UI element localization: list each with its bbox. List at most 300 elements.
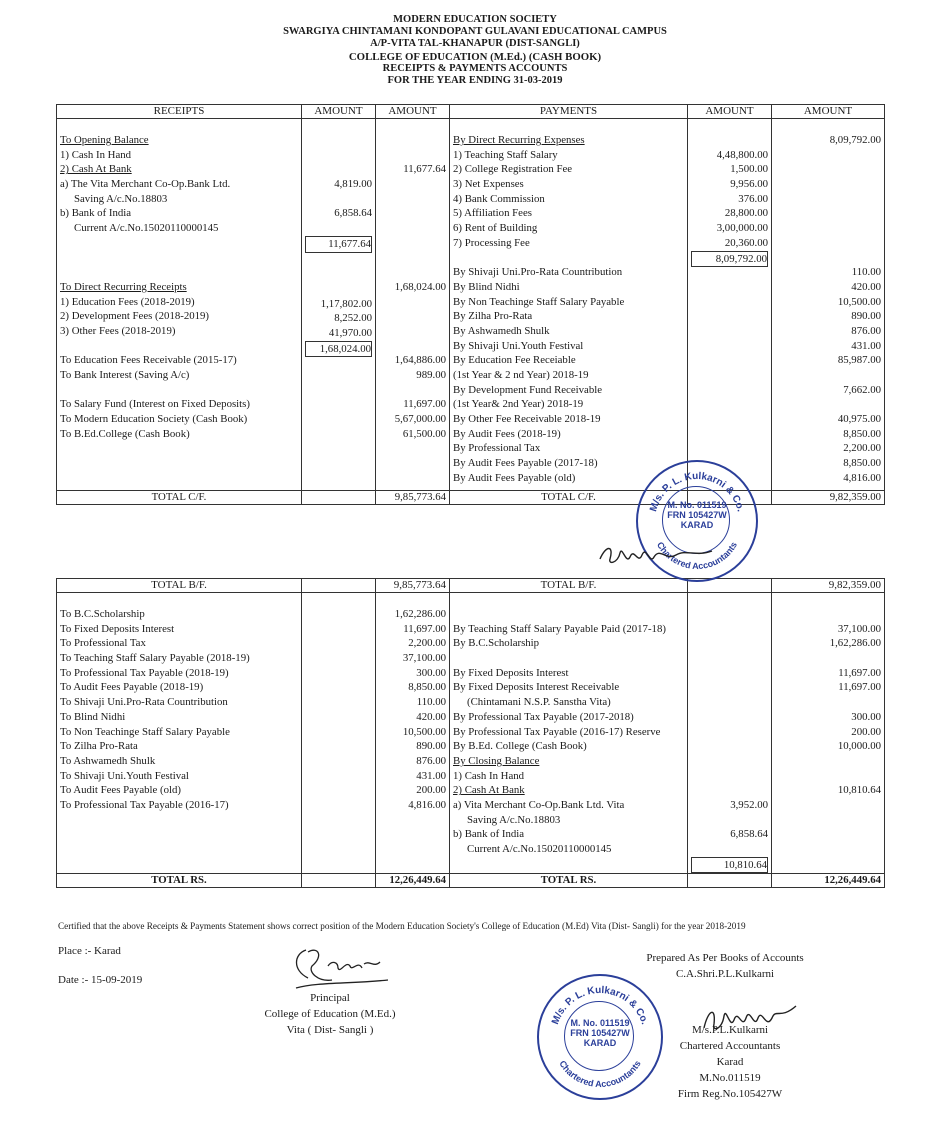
entry-text bbox=[60, 441, 298, 456]
entry-amount bbox=[691, 754, 768, 769]
payments-amount2-column bbox=[772, 119, 885, 491]
entry-amount: 431.00 bbox=[851, 339, 881, 352]
entry-text: (1st Year & 2 nd Year) 2018-19 bbox=[453, 369, 589, 381]
auditor-stamp-bottom bbox=[537, 974, 663, 1100]
receipts-amount2-column bbox=[376, 593, 450, 874]
entry-text: To Fixed Deposits Interest bbox=[60, 622, 175, 635]
column-header: AMOUNT bbox=[772, 105, 885, 119]
entry-amount bbox=[305, 372, 372, 387]
entry-text: To Bank Interest (Saving A/c) bbox=[60, 369, 190, 381]
entry-amount: 300.00 bbox=[416, 666, 446, 679]
column-header: RECEIPTS bbox=[57, 105, 302, 119]
entry-text: (1st Year& 2nd Year) 2018-19 bbox=[453, 398, 584, 411]
auditor-block bbox=[660, 1022, 800, 1102]
entry-amount bbox=[379, 383, 446, 398]
entry-amount bbox=[379, 133, 446, 148]
entry-amount bbox=[379, 221, 446, 236]
entry-amount bbox=[305, 401, 372, 416]
entry-amount bbox=[691, 680, 768, 695]
entry-amount: 3,952.00 bbox=[730, 798, 768, 811]
entry-amount bbox=[691, 399, 768, 414]
entry-amount: 11,677.64 bbox=[403, 163, 446, 176]
header-line: MODERN EDUCATION SOCIETY bbox=[393, 14, 557, 25]
entry-amount bbox=[305, 416, 372, 431]
payments-text-column bbox=[450, 119, 688, 491]
entry-amount: 8,850.00 bbox=[843, 457, 881, 470]
entry-text: 1) Cash In Hand bbox=[453, 769, 525, 782]
entry-amount bbox=[379, 251, 446, 266]
entry-amount bbox=[305, 253, 372, 268]
entry-amount: 6,858.64 bbox=[730, 828, 768, 841]
entry-amount: 876.00 bbox=[851, 324, 881, 337]
entry-amount: 85,987.00 bbox=[837, 354, 881, 367]
column-header-row bbox=[57, 105, 885, 119]
entry-amount bbox=[305, 445, 372, 460]
entry-amount bbox=[305, 695, 372, 710]
payments-amount1-column bbox=[688, 119, 772, 491]
entry-text: Saving A/c.No.18803 bbox=[467, 813, 561, 826]
entry-amount bbox=[305, 148, 372, 163]
total-bf-label: TOTAL B/F. bbox=[57, 579, 302, 593]
entry-amount: 890.00 bbox=[851, 310, 881, 323]
principal-location: Vita ( Dist- Sangli ) bbox=[286, 1024, 374, 1036]
entry-text: To Ashwamedh Shulk bbox=[60, 754, 156, 767]
entry-text: To Professional Tax Payable (2018-19) bbox=[60, 666, 229, 679]
entry-text: To B.Ed.College (Cash Book) bbox=[60, 427, 190, 440]
receipts-text-column bbox=[57, 593, 302, 874]
entry-amount bbox=[691, 297, 768, 312]
entry-text bbox=[60, 265, 298, 280]
entry-amount bbox=[691, 429, 768, 444]
entry-amount bbox=[691, 666, 768, 681]
date-label: Date :- 15-09-2019 bbox=[58, 974, 143, 986]
entry-amount bbox=[691, 607, 768, 622]
entry-amount bbox=[379, 441, 446, 456]
entry-amount: 41,970.00 bbox=[328, 326, 372, 339]
entry-amount bbox=[775, 192, 881, 207]
entry-amount bbox=[691, 813, 768, 828]
entry-text: To Education Fees Receivable (2015-17) bbox=[60, 354, 237, 367]
total-bf-receipts: 9,85,773.64 bbox=[376, 579, 450, 593]
entry-text: (Chintamani N.S.P. Sanstha Vita) bbox=[467, 696, 611, 709]
auditor-signature-top bbox=[596, 535, 716, 571]
entry-amount bbox=[775, 368, 881, 383]
entry-text: By Audit Fees Payable (2017-18) bbox=[453, 457, 598, 470]
entry-text: a) Vita Merchant Co-Op.Bank Ltd. Vita bbox=[453, 798, 625, 811]
entry-text: By Professional Tax Payable (2017-2018) bbox=[453, 710, 634, 723]
entry-text: By Audit Fees Payable (old) bbox=[453, 471, 576, 484]
entry-amount bbox=[775, 827, 881, 842]
entry-amount bbox=[305, 357, 372, 372]
entry-amount bbox=[775, 148, 881, 163]
receipts-amount1-column bbox=[302, 119, 376, 491]
entry-amount bbox=[305, 387, 372, 402]
entry-text: 3) Net Expenses bbox=[453, 178, 524, 191]
entry-amount bbox=[305, 431, 372, 446]
entry-amount: 8,850.00 bbox=[843, 427, 881, 440]
entry-amount: 1,17,802.00 bbox=[320, 297, 372, 310]
entry-amount bbox=[379, 295, 446, 310]
entry-amount bbox=[305, 769, 372, 784]
auditor-line: M/s.P.L.Kulkarni bbox=[691, 1024, 769, 1036]
entry-amount bbox=[379, 309, 446, 324]
entry-amount: 1,62,286.00 bbox=[394, 608, 446, 620]
entry-text bbox=[60, 456, 298, 471]
header-line: A/P-VITA TAL-KHANAPUR (DIST-SANGLI) bbox=[370, 38, 580, 50]
total-row bbox=[57, 490, 885, 504]
entry-amount bbox=[305, 282, 372, 297]
table-body-row bbox=[57, 593, 885, 874]
entry-amount bbox=[691, 311, 768, 326]
entry-text: To Shivaji Uni.Pro-Rata Countribution bbox=[60, 696, 228, 709]
total-rs-label: TOTAL RS. bbox=[450, 874, 688, 888]
entry-text: To B.C.Scholarship bbox=[60, 608, 145, 620]
entry-amount: 4,816.00 bbox=[843, 471, 881, 484]
header-line: SWARGIYA CHINTAMANI KONDOPANT GULAVANI EDUCATIONAL CAMPUS bbox=[283, 26, 667, 38]
entry-amount: 989.00 bbox=[416, 369, 446, 381]
entry-amount: 1,62,286.00 bbox=[829, 637, 881, 650]
header-line: FOR THE YEAR ENDING 31-03-2019 bbox=[387, 74, 563, 86]
entry-text: By B.Ed. College (Cash Book) bbox=[453, 740, 587, 753]
entry-text: a) The Vita Merchant Co-Op.Bank Ltd. bbox=[60, 178, 231, 191]
entry-amount: 110.00 bbox=[416, 696, 446, 709]
entry-amount: 11,697.00 bbox=[403, 622, 446, 635]
entry-text bbox=[60, 813, 298, 828]
entry-amount bbox=[691, 783, 768, 798]
entry-amount: 300.00 bbox=[851, 710, 881, 723]
entry-text bbox=[60, 383, 298, 398]
entry-amount bbox=[379, 456, 446, 471]
entry-amount bbox=[691, 133, 768, 148]
entry-amount bbox=[775, 798, 881, 813]
entry-text: b) Bank of India bbox=[453, 828, 525, 841]
entry-amount: 2,200.00 bbox=[408, 637, 446, 650]
entry-amount: 11,697.00 bbox=[403, 398, 446, 411]
entry-text: By Education Fee Receiable bbox=[453, 354, 576, 367]
entry-amount: 4,819.00 bbox=[334, 178, 372, 191]
header-line: RECEIPTS & PAYMENTS ACCOUNTS bbox=[382, 62, 568, 74]
total-cf-payments: 9,82,359.00 bbox=[772, 490, 885, 504]
entry-amount bbox=[691, 326, 768, 341]
column-header: AMOUNT bbox=[302, 105, 376, 119]
auditor-line: Karad bbox=[716, 1056, 744, 1068]
entry-text: Saving A/c.No.18803 bbox=[74, 192, 168, 205]
principal-college: College of Education (M.Ed.) bbox=[264, 1008, 396, 1020]
entry-amount: 3,00,000.00 bbox=[716, 222, 768, 235]
entry-text: 7) Processing Fee bbox=[453, 236, 530, 249]
entry-amount: 1,64,886.00 bbox=[394, 354, 446, 367]
entry-text: To Opening Balance bbox=[60, 134, 149, 146]
entry-text: Current A/c.No.15020110000145 bbox=[74, 222, 219, 235]
entry-amount bbox=[305, 783, 372, 798]
entry-amount bbox=[305, 607, 372, 622]
prepared-line: C.A.Shri.P.L.Kulkarni bbox=[675, 968, 775, 980]
table-body-row bbox=[57, 119, 885, 491]
total-rs-receipts: 12,26,449.64 bbox=[376, 874, 450, 888]
auditor-line: Firm Reg.No.105427W bbox=[677, 1088, 783, 1100]
entry-amount bbox=[691, 725, 768, 740]
entry-amount: 1,68,024.00 bbox=[305, 341, 372, 358]
stamp-center-line: FRN 105427W bbox=[667, 510, 727, 520]
entry-amount bbox=[379, 339, 446, 354]
entry-amount: 6,858.64 bbox=[334, 207, 372, 220]
entry-amount bbox=[379, 324, 446, 339]
entry-amount bbox=[775, 251, 881, 266]
total-cf-label: TOTAL C/F. bbox=[57, 490, 302, 504]
entry-amount bbox=[691, 636, 768, 651]
receipts-payments-table-1 bbox=[56, 104, 885, 505]
stamp-ring-bottom: Chartered Accountants bbox=[557, 1058, 643, 1090]
entry-amount: 37,100.00 bbox=[402, 652, 446, 665]
entry-text: To Salary Fund (Interest on Fixed Deposits) bbox=[60, 398, 250, 411]
entry-amount: 8,850.00 bbox=[408, 681, 446, 694]
entry-text: By Zilha Pro-Rata bbox=[453, 310, 533, 323]
entry-amount: 8,252.00 bbox=[334, 312, 372, 325]
entry-amount bbox=[775, 857, 881, 872]
entry-amount: 4,816.00 bbox=[408, 798, 446, 811]
entry-amount bbox=[379, 148, 446, 163]
column-header: AMOUNT bbox=[688, 105, 772, 119]
entry-text: To Teaching Staff Salary Payable (2018-19) bbox=[60, 652, 250, 665]
stamp-center-line: FRN 105427W bbox=[570, 1028, 630, 1038]
entry-text: By Audit Fees (2018-19) bbox=[453, 427, 561, 440]
entry-amount: 9,956.00 bbox=[730, 178, 768, 191]
entry-amount: 61,500.00 bbox=[402, 427, 446, 440]
entry-text bbox=[453, 651, 684, 666]
entry-amount: 10,810.64 bbox=[837, 784, 881, 797]
entry-amount bbox=[305, 725, 372, 740]
total-cf-label: TOTAL C/F. bbox=[450, 490, 688, 504]
document-header bbox=[0, 14, 950, 87]
entry-amount bbox=[691, 443, 768, 458]
entry-text: To Audit Fees Payable (2018-19) bbox=[60, 681, 204, 694]
entry-amount bbox=[305, 754, 372, 769]
stamp-center-line: KARAD bbox=[680, 520, 714, 530]
entry-amount: 890.00 bbox=[416, 740, 446, 753]
entry-text: To Professional Tax bbox=[60, 637, 146, 650]
column-header: AMOUNT bbox=[376, 105, 450, 119]
entry-amount bbox=[691, 341, 768, 356]
entry-text: By Fixed Deposits Interest Receivable bbox=[453, 681, 620, 694]
grand-total-row bbox=[57, 874, 885, 888]
entry-amount bbox=[775, 607, 881, 622]
entry-text bbox=[60, 827, 298, 842]
entry-amount bbox=[305, 162, 372, 177]
auditor-line: Chartered Accountants bbox=[679, 1040, 781, 1052]
entry-amount bbox=[691, 622, 768, 637]
entry-amount bbox=[305, 827, 372, 842]
entry-text: By Development Fund Receivable bbox=[453, 383, 603, 396]
entry-text: By Direct Recurring Expenses bbox=[453, 134, 585, 146]
entry-amount bbox=[379, 813, 446, 828]
entry-amount: 20,360.00 bbox=[724, 236, 768, 249]
entry-text: By Closing Balance bbox=[453, 754, 540, 767]
entry-amount bbox=[305, 267, 372, 282]
entry-amount bbox=[775, 162, 881, 177]
entry-amount bbox=[305, 622, 372, 637]
entry-amount bbox=[775, 842, 881, 857]
entry-amount bbox=[379, 206, 446, 221]
entry-amount: 10,500.00 bbox=[837, 295, 881, 308]
entry-amount bbox=[775, 695, 881, 710]
entry-amount: 1,68,024.00 bbox=[394, 280, 446, 293]
entry-amount bbox=[305, 739, 372, 754]
total-bf-payments: 9,82,359.00 bbox=[772, 579, 885, 593]
entry-amount: 8,09,792.00 bbox=[829, 134, 881, 146]
entry-amount bbox=[691, 370, 768, 385]
entry-amount: 11,677.64 bbox=[305, 236, 372, 253]
entry-amount bbox=[775, 236, 881, 251]
total-cf-receipts: 9,85,773.64 bbox=[376, 490, 450, 504]
receipts-amount1-column bbox=[302, 593, 376, 874]
entry-text: 2) Development Fees (2018-2019) bbox=[60, 310, 210, 323]
certification-statement: Certified that the above Receipts & Payments Statement shows correct position of the Modern Education Society's College of Education (M.Ed) Vita (Dist- Sangli) for the year 2018-2019 bbox=[58, 921, 746, 931]
payments-amount2-column bbox=[772, 593, 885, 874]
receipts-payments-table-2 bbox=[56, 578, 885, 888]
entry-amount: 5,67,000.00 bbox=[394, 413, 446, 426]
entry-amount: 876.00 bbox=[416, 754, 446, 767]
entry-amount bbox=[305, 460, 372, 475]
entry-amount bbox=[305, 857, 372, 872]
column-header: PAYMENTS bbox=[450, 105, 688, 119]
entry-text: 4) Bank Commission bbox=[453, 192, 545, 205]
entry-amount bbox=[775, 206, 881, 221]
entry-text: By Shivaji Uni.Youth Festival bbox=[453, 339, 584, 352]
prepared-block bbox=[620, 950, 830, 982]
entry-text: Current A/c.No.15020110000145 bbox=[467, 843, 612, 855]
entry-amount bbox=[305, 651, 372, 666]
entry-amount bbox=[775, 221, 881, 236]
entry-amount: 1,500.00 bbox=[730, 163, 768, 176]
entry-text bbox=[60, 857, 298, 872]
total-rs-label: TOTAL RS. bbox=[57, 874, 302, 888]
entry-amount: 200.00 bbox=[416, 784, 446, 797]
entry-amount bbox=[305, 666, 372, 681]
entry-amount bbox=[379, 842, 446, 857]
entry-amount bbox=[379, 471, 446, 486]
entry-text: 2) Cash At Bank bbox=[60, 163, 132, 176]
entry-text: To Audit Fees Payable (old) bbox=[60, 784, 181, 797]
entry-text bbox=[453, 857, 684, 872]
entry-text: 1) Education Fees (2018-2019) bbox=[60, 295, 195, 308]
entry-text: 1) Teaching Staff Salary bbox=[453, 148, 558, 161]
entry-amount: 200.00 bbox=[851, 725, 881, 738]
entry-amount bbox=[305, 842, 372, 857]
entry-amount: 376.00 bbox=[738, 192, 768, 205]
entry-text: 2) College Registration Fee bbox=[453, 163, 573, 176]
entry-text: By Fixed Deposits Interest bbox=[453, 666, 569, 679]
entry-amount: 10,810.64 bbox=[691, 857, 768, 874]
entry-text: By Professional Tax bbox=[453, 442, 541, 455]
entry-amount bbox=[305, 710, 372, 725]
place-label: Place :- Karad bbox=[58, 945, 121, 957]
entry-text: By Other Fee Receivable 2018-19 bbox=[453, 413, 601, 426]
entry-text: To Non Teachinge Staff Salary Payable bbox=[60, 725, 230, 738]
entry-amount: 110.00 bbox=[851, 266, 881, 279]
entry-amount bbox=[691, 695, 768, 710]
entry-amount bbox=[305, 680, 372, 695]
entry-text bbox=[60, 251, 298, 266]
entry-amount bbox=[691, 355, 768, 370]
entry-text: By Blind Nidhi bbox=[453, 280, 520, 293]
stamp-center-line: KARAD bbox=[583, 1038, 617, 1048]
entry-text: To Shivaji Uni.Youth Festival bbox=[60, 769, 189, 782]
entry-amount: 11,697.00 bbox=[838, 666, 881, 679]
entry-amount bbox=[775, 177, 881, 192]
entry-text: 3) Other Fees (2018-2019) bbox=[60, 324, 176, 337]
entry-amount bbox=[691, 842, 768, 857]
entry-amount bbox=[379, 857, 446, 872]
entry-text: To Blind Nidhi bbox=[60, 710, 126, 723]
entry-amount: 4,48,800.00 bbox=[716, 148, 768, 161]
entry-amount: 37,100.00 bbox=[837, 622, 881, 635]
entry-amount bbox=[305, 475, 372, 490]
entry-amount bbox=[379, 177, 446, 192]
prepared-line: Prepared As Per Books of Accounts bbox=[646, 952, 804, 964]
entry-amount: 28,800.00 bbox=[724, 207, 768, 220]
entry-amount: 7,662.00 bbox=[843, 383, 881, 396]
entry-text bbox=[453, 607, 684, 622]
brought-forward-row bbox=[57, 579, 885, 593]
entry-text: To Professional Tax Payable (2016-17) bbox=[60, 798, 229, 811]
receipts-amount2-column bbox=[376, 119, 450, 491]
entry-text bbox=[60, 471, 298, 486]
entry-amount bbox=[379, 236, 446, 251]
entry-amount bbox=[691, 710, 768, 725]
entry-amount bbox=[691, 651, 768, 666]
entry-text: By Ashwamedh Shulk bbox=[453, 324, 550, 337]
entry-amount: 8,09,792.00 bbox=[691, 251, 768, 268]
receipts-text-column bbox=[57, 119, 302, 491]
stamp-ring-top: M/s. P. L. Kulkarni & Co. bbox=[648, 470, 746, 514]
header-line: COLLEGE OF EDUCATION (M.Ed.) (CASH BOOK) bbox=[348, 50, 602, 63]
principal-block bbox=[260, 990, 400, 1038]
entry-text: By Teaching Staff Salary Payable Paid (2017-18) bbox=[453, 622, 666, 635]
entry-text: b) Bank of India bbox=[60, 207, 132, 220]
entry-text: By B.C.Scholarship bbox=[453, 637, 540, 650]
entry-amount bbox=[305, 813, 372, 828]
entry-amount: 40,975.00 bbox=[837, 413, 881, 426]
entry-text: By Non Teachinge Staff Salary Payable bbox=[453, 295, 625, 308]
entry-text: To Modern Education Society (Cash Book) bbox=[60, 413, 248, 426]
total-rs-payments: 12,26,449.64 bbox=[772, 874, 885, 888]
entry-amount bbox=[305, 192, 372, 207]
entry-amount bbox=[305, 798, 372, 813]
entry-text bbox=[60, 842, 298, 857]
stamp-ring-top: M/s. P. L. Kulkarni & Co. bbox=[550, 984, 651, 1027]
payments-amount1-column bbox=[688, 593, 772, 874]
entry-amount bbox=[691, 769, 768, 784]
entry-text: 6) Rent of Building bbox=[453, 222, 538, 235]
entry-amount bbox=[379, 265, 446, 280]
entry-amount: 431.00 bbox=[416, 769, 446, 782]
total-bf-label: TOTAL B/F. bbox=[450, 579, 688, 593]
entry-amount bbox=[379, 827, 446, 842]
entry-amount bbox=[691, 267, 768, 282]
stamp-ring-bottom: Chartered Accountants bbox=[654, 540, 740, 572]
entry-text bbox=[60, 236, 298, 251]
entry-text bbox=[60, 339, 298, 354]
entry-amount bbox=[691, 739, 768, 754]
principal-title: Principal bbox=[310, 992, 350, 1004]
entry-amount bbox=[775, 813, 881, 828]
entry-amount: 2,200.00 bbox=[843, 442, 881, 455]
entry-text: 1) Cash In Hand bbox=[60, 148, 132, 161]
entry-amount bbox=[775, 769, 881, 784]
entry-amount bbox=[691, 414, 768, 429]
entry-text: By Professional Tax Payable (2016-17) Reserve bbox=[453, 725, 661, 738]
entry-amount: 10,000.00 bbox=[837, 740, 881, 753]
